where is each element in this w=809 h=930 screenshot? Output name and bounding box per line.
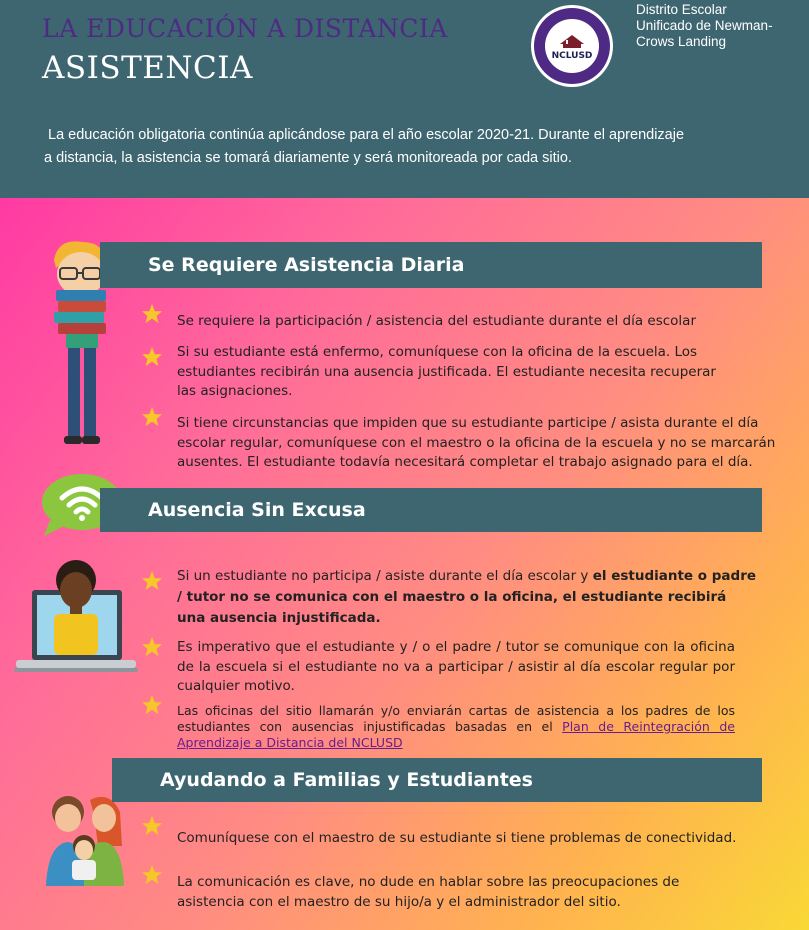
logo-wordmark: NCLUSD <box>551 51 593 61</box>
star-icon <box>141 303 163 325</box>
section2-item1-plain: Si un estudiante no participa / asiste durante el día escolar y <box>177 568 593 584</box>
intro-paragraph <box>44 124 744 170</box>
section2-item2: Es imperativo que el estudiante y / o el padre / tutor se comunique con la oficina de la escuela si el estudiante no va a participar / asistir al día escolar regular por cualquier motivo. <box>177 639 735 694</box>
reintegration-plan-link[interactable]: Plan de Reintegración de Aprendizaje a Distancia del NCLUSD <box>177 719 735 750</box>
section1-heading-text: Se Requiere Asistencia Diaria <box>148 254 465 276</box>
page-title-line2: ASISTENCIA <box>42 50 253 86</box>
section3-item1: Comuníquese con el maestro de su estudiante si tiene problemas de conectividad. <box>177 830 737 846</box>
intro-line2: a distancia, la asistencia se tomará diariamente y será monitoreada por cada sitio. <box>44 150 572 166</box>
star-icon <box>141 694 163 716</box>
section2-item3-plain: Las oficinas del sitio llamarán y/o enviarán cartas de asistencia a los padres de los estudiantes con ausencias injustificadas basadas en el <box>177 703 735 734</box>
star-icon <box>141 346 163 368</box>
laptop-student-icon <box>14 550 138 678</box>
section-heading-helping-families <box>112 758 762 802</box>
star-icon <box>141 864 163 886</box>
star-icon <box>141 406 163 428</box>
star-icon <box>141 636 163 658</box>
section2-item1 <box>177 566 757 629</box>
section2-heading-text: Ausencia Sin Excusa <box>148 499 366 521</box>
district-name <box>636 2 806 50</box>
section-heading-unexcused-absence <box>100 488 762 532</box>
district-line3: Crows Landing <box>636 34 727 49</box>
section-heading-daily-attendance <box>100 242 762 288</box>
header-panel <box>0 0 809 198</box>
section1-item1: Se requiere la participación / asistencia del estudiante durante el día escolar <box>177 313 696 329</box>
section3-item2: La comunicación es clave, no dude en hablar sobre las preocupaciones de asistencia con el maestro de su hijo/a y el administrador del sitio. <box>177 874 680 910</box>
section1-item3: Si tiene circunstancias que impiden que su estudiante participe / asista durante el día escolar regular, comuníquese con el maestro o la oficina de la escuela y no se marcarán ausentes. El estudiante todavía necesitará completar el trabajo asignado para el día. <box>177 415 776 470</box>
section2-item3 <box>177 703 735 751</box>
district-line1: Distrito Escolar <box>636 2 727 17</box>
family-icon <box>40 790 128 886</box>
section3-heading-text: Ayudando a Familias y Estudiantes <box>160 769 533 791</box>
nclusd-logo <box>530 4 614 88</box>
section1-item2: Si su estudiante está enfermo, comuníquese con la oficina de la escuela. Los estudiantes recibirán una ausencia justificada. El estudiante necesita recuperar las asignaciones. <box>177 344 716 399</box>
star-icon <box>141 815 163 837</box>
page-title-line1: LA EDUCACIÓN A DISTANCIA <box>42 14 448 43</box>
section2-item1-bold: el estudiante o padre / tutor no se comunica con el maestro o la oficina, el estudiante recibirá una ausencia injustificada. <box>177 568 757 626</box>
intro-line1: La educación obligatoria continúa aplicándose para el año escolar 2020-21. Durante el aprendizaje <box>48 127 685 143</box>
district-line2: Unificado de Newman- <box>636 18 773 33</box>
star-icon <box>141 570 163 592</box>
